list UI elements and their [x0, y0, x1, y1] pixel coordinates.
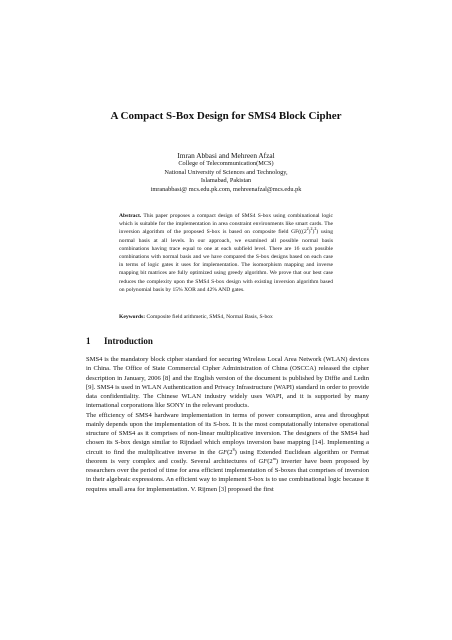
abstract — [119, 212, 333, 294]
abstract-text-4: ) using normal basis at all levels. In our approach, we examined all possible normal basis combinations having trace equal to one at each subfield level. There are 16 such possible combinations with normal basis and we have compared the S-box designs based on each case in terms of logic gates it uses for implementation. The isomorphism mapping and inverse mapping bit matrices are fully optimized using greedy algorithm. We prove that our best case reduces the complexity upon the SMS4 S-box design with existing inversion algorithm based on polynomial basis by 15% XOR and 42% AND gates. — [119, 229, 333, 293]
para-2-text-a: The efficiency of SMS4 hardware implementation in terms of power consumption, area and throughput mainly depends upon the implementation of its S-box. It is the most computationally intensive operational structure of SMS4 as it comprises of non-linear multiplicative inversion. The designers of the SMS4 had chosen its S-box design similar to Rijndael which employs inversion base mapping [14]. Implementing a circuit to find the multiplicative inverse in the — [86, 411, 369, 456]
para-2-text-b: (2 — [227, 448, 233, 456]
abstract-text-1: This paper proposes a compact design of SMS4 S-box using combinational logic which is suitable for the implementation in area constraint environments like smart cards. The inversion algorithm of the proposed S-box is based on composite field GF(((2 — [119, 213, 333, 236]
body-text — [86, 355, 369, 494]
affiliation-city: Islamabad, Pakistan — [200, 177, 252, 185]
para-2-gf-1: GF — [218, 448, 228, 456]
author-names: Imran Abbasi and Mehreen Afzal — [177, 151, 275, 160]
abstract-text-3: ) — [312, 229, 315, 236]
abstract-sup-1: 2 — [306, 226, 309, 232]
para-2-sup-1: 8 — [232, 446, 235, 452]
para-2-text-c: ) using Extended Euclidean algorithm or Fermat theorem is very complex and costly. Several architectures of — [86, 448, 370, 465]
section-heading — [86, 336, 153, 346]
para-2-text-d: (2 — [267, 457, 273, 465]
para-2-text-e: ) inverter have been proposed by researchers over the period of time for area efficient implementation of S-boxes that comprises of inversion in their algebraic expressions. An efficient way to implement S-box is to use combinational logic because it requires small area for implementation. V. Rijmen [3] proposed the first — [86, 457, 369, 493]
affiliation-college: College of Telecommunication(MCS) — [178, 160, 274, 167]
abstract-sup-2: 2 — [310, 226, 313, 232]
paper-title: A Compact S-Box Design for SMS4 Block Cipher — [110, 110, 342, 122]
affiliation-university: National University of Sciences and Technology, — [164, 168, 288, 176]
keywords-text: Composite field arithmetic, SMS4, Normal Basis, S-box — [146, 314, 273, 320]
section-title: Introduction — [104, 336, 153, 346]
abstract-text-2: ) — [308, 229, 311, 236]
keywords — [119, 313, 333, 321]
para-2-sup-2: m — [272, 455, 276, 461]
author-emails: imranabbasi@ mcs.edu.pk.com, mehreenafzal@mcs.edu.pk — [150, 185, 302, 193]
para-2-gf-2: GF — [258, 457, 268, 465]
abstract-sup-3: 2 — [314, 226, 317, 232]
abstract-label: Abstract. — [119, 213, 142, 219]
paragraph-1: SMS4 is the mandatory block cipher standard for securing Wireless Local Area Network (WLAN) devices in China. The Office of State Commercial Cipher Administration of China (OSCCA) released the cipher description in January, 2006 [8] and the English version of the document is published by Diffie and Ledin [9]. SMS4 is used in WLAN Authentication and Privacy Infrastructure (WAPI) standard in order to provide data confidentiality. The Chinese WLAN industry widely uses WAPI, and it is supported by many international corporations like SONY in the relevant products. — [86, 356, 369, 410]
section-number: 1 — [86, 336, 91, 346]
paragraph-2 — [86, 411, 369, 494]
author-block — [0, 151, 452, 194]
keywords-label: Keywords: — [119, 314, 146, 320]
